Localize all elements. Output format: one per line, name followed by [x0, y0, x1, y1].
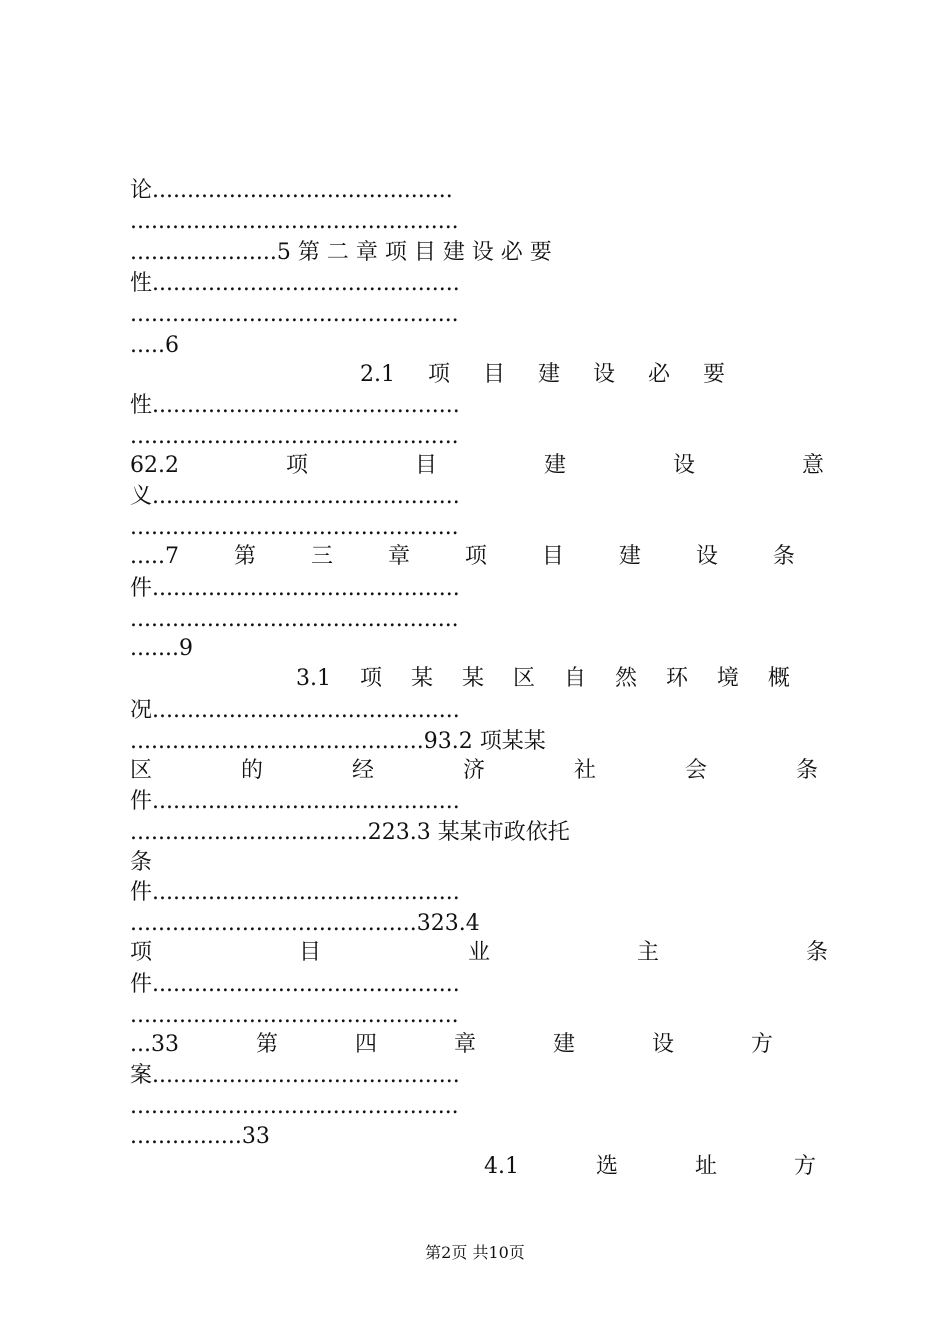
toc-line: 论...........................................: [130, 178, 453, 203]
toc-line: .....................5 第 二 章 项 目 建 设 必 要: [130, 240, 552, 265]
toc-line: ...............................................: [130, 515, 459, 540]
toc-line: .......9: [130, 636, 193, 661]
toc-line: ...............................................: [130, 607, 459, 632]
toc-line: ...............................................: [130, 302, 459, 327]
toc-line: ..................................223.3 某某市政依托: [130, 820, 570, 845]
toc-line: 4.1 选 址 方: [484, 1154, 816, 1179]
toc-line: 件............................................: [130, 972, 460, 997]
toc-line: ..........................................93.2 项某某: [130, 729, 546, 754]
toc-line: ................33: [130, 1124, 270, 1149]
toc-line: 62.2 项 目 建 设 意: [130, 453, 824, 478]
toc-line: ...............................................: [130, 1094, 459, 1119]
toc-line: 件............................................: [130, 880, 460, 905]
toc-line: .....6: [130, 333, 179, 358]
toc-line: .........................................323.4: [130, 911, 480, 936]
toc-line: ...............................................: [130, 1003, 459, 1028]
toc-line: ...............................................: [130, 209, 459, 234]
toc-line: 件............................................: [130, 576, 460, 601]
toc-line: 2.1 项 目 建 设 必 要: [360, 362, 725, 387]
toc-line: 3.1 项 某 某 区 自 然 环 境 概: [296, 666, 790, 691]
toc-line: 区 的 经 济 社 会 条: [130, 758, 818, 783]
toc-line: 义............................................: [130, 484, 460, 509]
toc-line: 案............................................: [130, 1063, 460, 1088]
toc-line: 条: [130, 850, 153, 875]
toc-line: 性............................................: [130, 393, 460, 418]
toc-line: ...............................................: [130, 424, 459, 449]
toc-line: 件............................................: [130, 789, 460, 814]
toc-line: 况............................................: [130, 698, 460, 723]
page-footer: 第2页 共10页: [425, 1243, 525, 1262]
toc-line: .....7 第 三 章 项 目 建 设 条: [130, 544, 795, 569]
toc-line: 性............................................: [130, 271, 460, 296]
toc-line: 项 目 业 主 条: [130, 940, 828, 965]
toc-line: ...33 第 四 章 建 设 方: [130, 1032, 773, 1057]
